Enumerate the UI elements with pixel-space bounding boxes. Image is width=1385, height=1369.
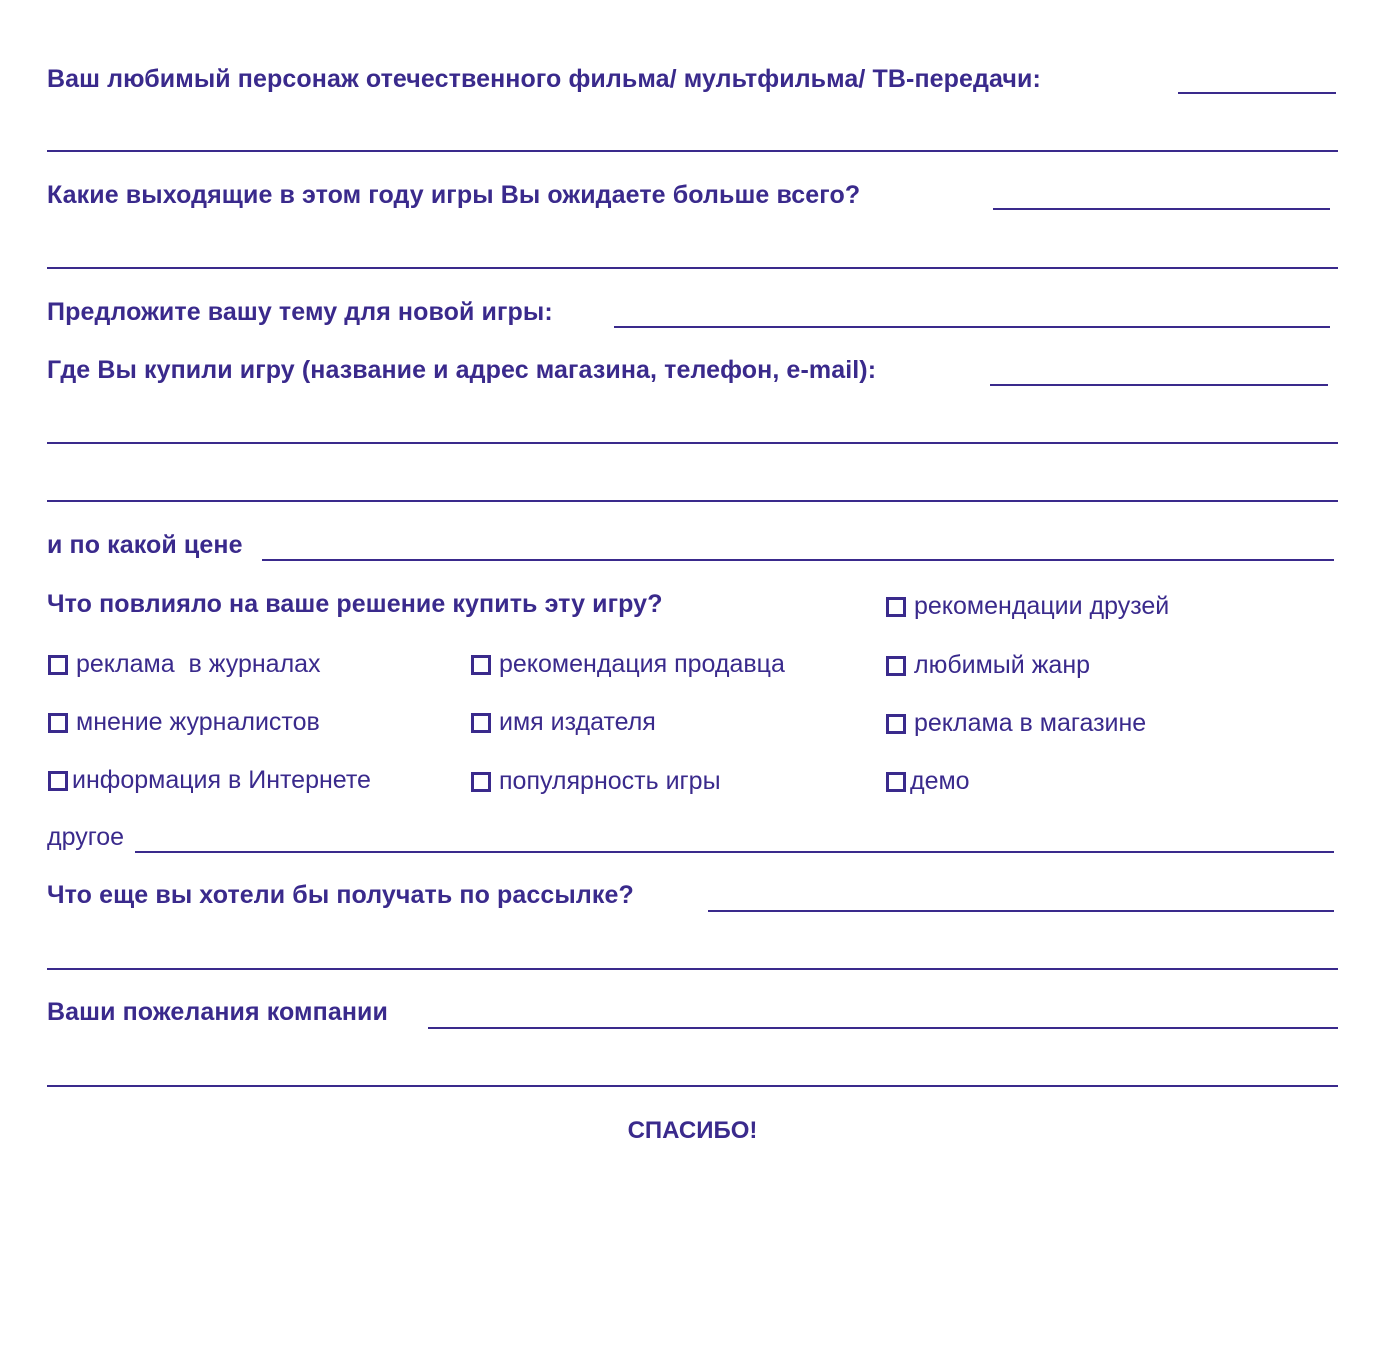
answer-line-favorite-character-2[interactable] [47,150,1338,152]
question-wishes: Ваши пожелания компании [47,998,388,1026]
answer-line-where-bought[interactable] [990,384,1328,386]
checkbox[interactable] [886,772,906,792]
answer-line-new-theme[interactable] [614,326,1330,328]
option-seller-recommendation[interactable] [471,652,785,677]
checkbox[interactable] [886,656,906,676]
option-store-ads[interactable] [886,711,1146,736]
answer-line-awaited-games[interactable] [993,208,1330,210]
option-favorite-genre[interactable] [886,653,1090,678]
option-game-popularity[interactable] [471,769,721,794]
checkbox[interactable] [48,713,68,733]
checkbox[interactable] [886,714,906,734]
option-friends-recommendation[interactable] [886,594,1169,619]
option-label: популярность игры [499,767,721,795]
option-label: любимый жанр [914,651,1091,679]
question-other: другое [47,823,125,851]
question-awaited-games: Какие выходящие в этом году игры Вы ожидаете больше всего? [47,181,861,209]
option-label: рекомендация продавца [499,650,785,678]
answer-line-where-bought-2[interactable] [47,442,1338,444]
option-magazine-ads[interactable] [48,652,321,677]
answer-line-mailing-2[interactable] [47,968,1338,970]
answer-line-mailing[interactable] [708,910,1334,912]
question-new-theme: Предложите вашу тему для новой игры: [47,298,553,326]
option-label: рекомендации друзей [914,592,1170,620]
answer-line-price[interactable] [262,559,1334,561]
checkbox[interactable] [471,713,491,733]
checkbox[interactable] [471,772,491,792]
option-label: реклама в магазине [914,709,1147,737]
checkbox[interactable] [471,655,491,675]
option-journalists-opinion[interactable] [48,710,320,735]
checkbox[interactable] [886,597,906,617]
option-label: имя издателя [499,708,656,736]
checkbox[interactable] [48,771,68,791]
thanks-text: СПАСИБО! [627,1117,758,1144]
option-label: мнение журналистов [76,708,320,736]
answer-line-other[interactable] [135,851,1334,853]
option-label: демо [910,767,970,795]
option-label: реклама в журналах [76,650,321,678]
answer-line-favorite-character[interactable] [1178,92,1336,94]
option-label: информация в Интернете [72,766,371,794]
option-internet-info[interactable] [48,768,371,793]
answer-line-where-bought-3[interactable] [47,500,1338,502]
option-publisher-name[interactable] [471,710,656,735]
answer-line-awaited-games-2[interactable] [47,267,1338,269]
answer-line-wishes-2[interactable] [47,1085,1338,1087]
answer-line-wishes[interactable] [428,1027,1338,1029]
checkbox[interactable] [48,655,68,675]
question-favorite-character: Ваш любимый персонаж отечественного фильма/ мультфильма/ ТВ-передачи: [47,65,1041,93]
option-demo[interactable] [886,769,970,794]
question-mailing: Что еще вы хотели бы получать по рассылке? [47,881,634,909]
question-price: и по какой цене [47,531,243,559]
question-influence: Что повлияло на ваше решение купить эту игру? [47,590,663,618]
question-where-bought: Где Вы купили игру (название и адрес магазина, телефон, e-mail): [47,356,877,384]
